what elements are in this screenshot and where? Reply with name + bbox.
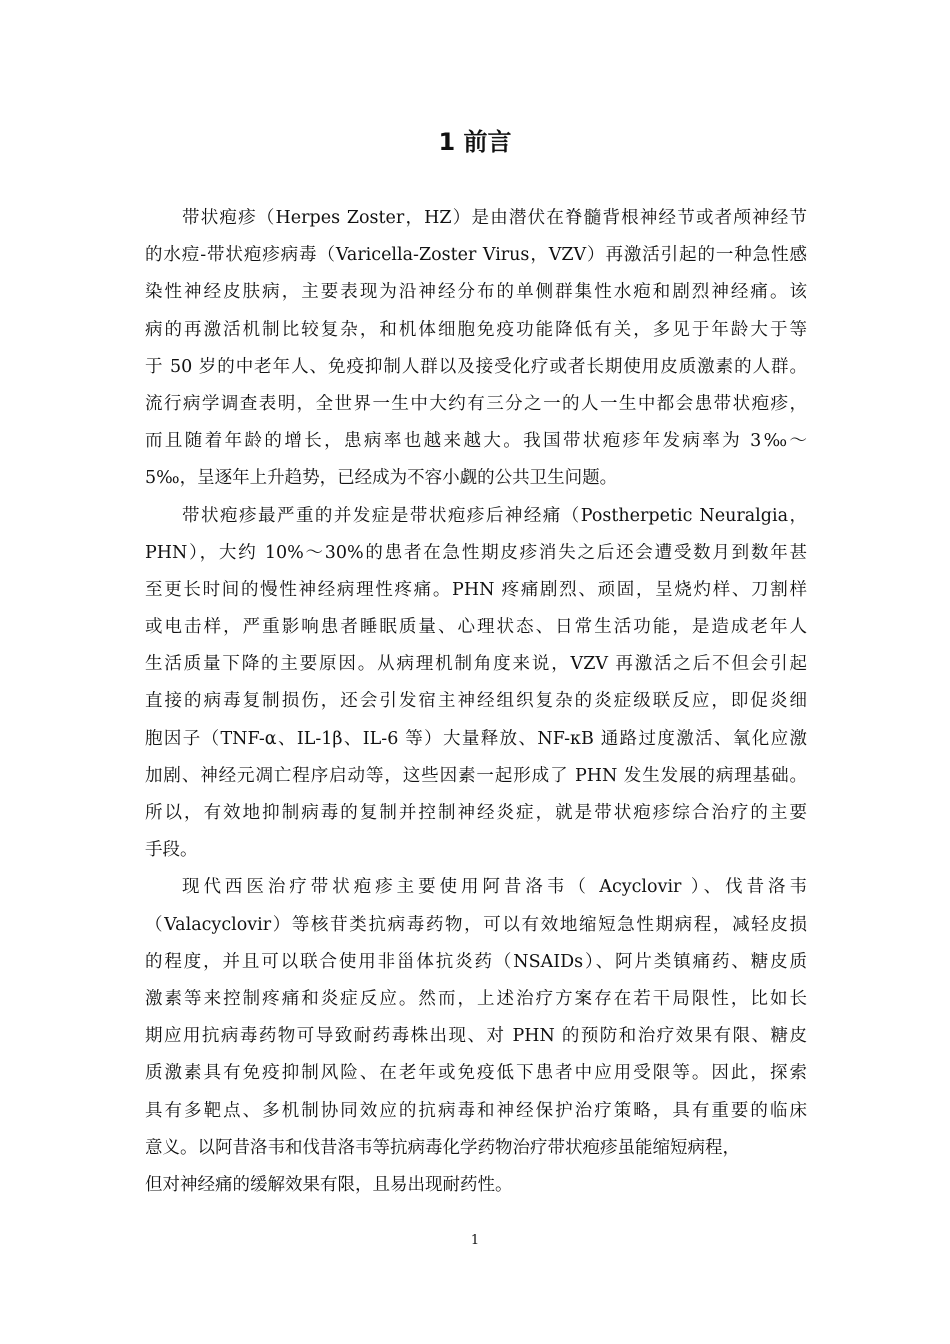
paragraph-2-line-8: 加剧、神经元凋亡程序启动等，这些因素一起形成了 PHN 发生发展的病理基础。 [145, 765, 807, 786]
paragraph-1-line-3: 染性神经皮肤病，主要表现为沿神经分布的单侧群集性水疱和剧烈神经痛。该 [145, 282, 807, 303]
paragraph-3-line-8: 意义。以阿昔洛韦和伐昔洛韦等抗病毒化学药物治疗带状疱疹虽能缩短病程， [145, 1137, 740, 1158]
paragraph-2-line-2: PHN），大约 10%～30%的患者在急性期皮疹消失之后还会遭受数月到数年甚 [145, 542, 807, 563]
paragraph-2-line-4: 或电击样，严重影响患者睡眠质量、心理状态、日常生活功能，是造成老年人 [145, 617, 807, 638]
paragraph-1-line-2: 的水痘-带状疱疹病毒（Varicella-Zoster Virus，VZV）再激活引起的一种急性感 [145, 245, 807, 266]
paragraph-2-line-7: 胞因子（TNF-α、IL-1β、IL-6 等）大量释放、NF-κB 通路过度激活、氧化应激 [145, 728, 807, 749]
paragraph-1-line-4: 病的再激活机制比较复杂，和机体细胞免疫功能降低有关，多见于年龄大于等 [145, 319, 807, 340]
paragraph-3-line-5: 期应用抗病毒药物可导致耐药毒株出现、对 PHN 的预防和治疗效果有限、糖皮 [145, 1026, 807, 1047]
paragraph-2-line-5: 生活质量下降的主要原因。从病理机制角度来说，VZV 再激活之后不但会引起 [145, 654, 807, 675]
paragraph-3-line-2: （Valacyclovir）等核苷类抗病毒药物，可以有效地缩短急性期病程，减轻皮损 [145, 914, 807, 935]
body-text [145, 200, 807, 1204]
paragraph-3-line-9: 但对神经痛的缓解效果有限，且易出现耐药性。 [145, 1174, 513, 1195]
paragraph-2-line-1: 带状疱疹最严重的并发症是带状疱疹后神经痛（Postherpetic Neuralgia， [182, 505, 807, 526]
paragraph-2-line-9: 所以，有效地抑制病毒的复制并控制神经炎症，就是带状疱疹综合治疗的主要 [145, 803, 807, 823]
page-number: 1 [470, 1233, 480, 1248]
paragraph-3-line-6: 质激素具有免疫抑制风险、在老年或免疫低下患者中应用受限等。因此，探索 [145, 1063, 807, 1084]
paragraph-1-line-8: 5‰，呈逐年上升趋势，已经成为不容小觑的公共卫生问题。 [145, 468, 618, 489]
paragraph-1-line-7: 而且随着年龄的增长，患病率也越来越大。我国带状疱疹年发病率为 3‰～ [145, 431, 807, 452]
paragraph-3-line-1: 现代西医治疗带状疱疹主要使用阿昔洛韦（ Acyclovir ）、伐昔洛韦 [182, 877, 807, 898]
paragraph-2-line-6: 直接的病毒复制损伤，还会引发宿主神经组织复杂的炎症级联反应，即促炎细 [145, 691, 807, 712]
section-heading: 1 前言 [438, 128, 512, 156]
paragraph-1-line-5: 于 50 岁的中老年人、免疫抑制人群以及接受化疗或者长期使用皮质激素的人群。 [145, 356, 807, 377]
paragraph-1-line-1: 带状疱疹（Herpes Zoster，HZ）是由潜伏在脊髓背根神经节或者颅神经节 [182, 208, 807, 228]
paragraph-2-line-3: 至更长时间的慢性神经病理性疼痛。PHN 疼痛剧烈、顽固，呈烧灼样、刀割样 [145, 579, 807, 600]
paragraph-1-line-6: 流行病学调查表明，全世界一生中大约有三分之一的人一生中都会患带状疱疹， [145, 393, 807, 414]
paragraph-3-line-3: 的程度，并且可以联合使用非甾体抗炎药（NSAIDs）、阿片类镇痛药、糖皮质 [145, 951, 807, 972]
paragraph-3-line-7: 具有多靶点、多机制协同效应的抗病毒和神经保护治疗策略，具有重要的临床 [145, 1100, 807, 1121]
paragraph-2-line-10: 手段。 [145, 840, 198, 861]
paragraph-3-line-4: 激素等来控制疼痛和炎症反应。然而，上述治疗方案存在若干局限性，比如长 [145, 988, 807, 1009]
